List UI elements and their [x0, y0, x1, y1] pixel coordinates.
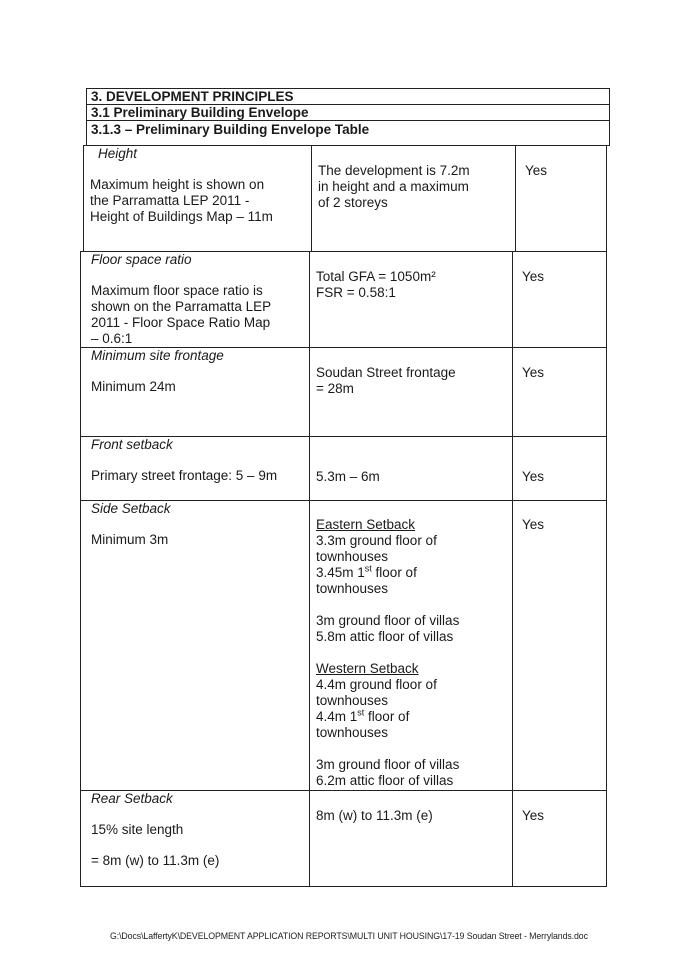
complies-value: Yes	[522, 269, 545, 284]
proposal-line: 3.45m 1st floor of	[316, 563, 417, 580]
envelope-table	[83, 145, 607, 252]
row-heading: Side Setback	[91, 501, 171, 516]
proposal-cell	[310, 252, 513, 348]
complies-cell	[513, 791, 607, 887]
table-row	[84, 146, 607, 252]
proposal-line: townhouses	[316, 725, 389, 740]
complies-value: Yes	[522, 808, 545, 823]
table-row	[81, 791, 607, 887]
control-line: 15% site length	[91, 822, 184, 837]
proposal-cell	[310, 437, 513, 501]
proposal-line: townhouses	[316, 581, 389, 596]
proposal-line: 5.3m – 6m	[316, 469, 380, 484]
control-line: the Parramatta LEP 2011 -	[90, 193, 250, 208]
control-line: shown on the Parramatta LEP	[91, 299, 272, 314]
proposal-line: 8m (w) to 11.3m (e)	[316, 808, 433, 823]
western-setback-heading: Western Setback	[316, 661, 419, 676]
file-path-footer: G:\Docs\LaffertyK\DEVELOPMENT APPLICATION REPORTS\MULTI UNIT HOUSING\17-19 Soudan Street - Merrylands.doc	[110, 931, 588, 941]
row-heading: Floor space ratio	[91, 252, 192, 267]
proposal-cell	[310, 501, 513, 791]
eastern-setback-heading: Eastern Setback	[316, 517, 416, 532]
proposal-line: 5.8m attic floor of villas	[316, 629, 454, 644]
proposal-line: Soudan Street frontage	[316, 365, 456, 380]
complies-value: Yes	[522, 365, 545, 380]
section-title: 3. DEVELOPMENT PRINCIPLES	[86, 88, 610, 105]
proposal-cell	[310, 791, 513, 887]
section-subtitle: 3.1 Preliminary Building Envelope	[86, 104, 610, 121]
control-cell	[81, 252, 310, 348]
control-cell	[81, 501, 310, 791]
control-line: Maximum height is shown on	[90, 177, 265, 192]
control-cell	[81, 791, 310, 887]
table-row	[81, 501, 607, 791]
proposal-line: FSR = 0.58:1	[316, 285, 396, 300]
complies-cell	[513, 437, 607, 501]
complies-cell	[513, 252, 607, 348]
row-heading: Height	[98, 146, 138, 161]
complies-cell	[516, 146, 607, 252]
table-title: 3.1.3 – Preliminary Building Envelope Table	[86, 120, 610, 146]
proposal-line: of 2 storeys	[318, 195, 388, 210]
proposal-line: 6.2m attic floor of villas	[316, 773, 454, 788]
envelope-table	[80, 251, 607, 887]
proposal-line: Total GFA = 1050m²	[316, 269, 436, 284]
complies-cell	[513, 348, 607, 437]
table-row	[81, 348, 607, 437]
proposal-line: = 28m	[316, 381, 354, 396]
proposal-cell	[312, 146, 516, 252]
control-cell	[81, 348, 310, 437]
proposal-line: 4.4m ground floor of	[316, 677, 437, 692]
row-heading: Rear Setback	[91, 791, 173, 806]
control-line: = 8m (w) to 11.3m (e)	[91, 853, 220, 868]
proposal-line: in height and a maximum	[318, 179, 469, 194]
control-cell	[84, 146, 312, 252]
proposal-line: The development is 7.2m	[318, 163, 470, 178]
control-line: Primary street frontage: 5 – 9m	[91, 468, 278, 483]
proposal-line: 3m ground floor of villas	[316, 757, 460, 772]
complies-value: Yes	[525, 163, 548, 178]
complies-cell	[513, 501, 607, 791]
table-row	[81, 252, 607, 348]
control-line: Height of Buildings Map – 11m	[90, 209, 273, 224]
proposal-line: townhouses	[316, 693, 389, 708]
control-line: Minimum 3m	[91, 532, 169, 547]
proposal-line: 4.4m 1st floor of	[316, 707, 410, 724]
proposal-line: 3.3m ground floor of	[316, 533, 437, 548]
proposal-line: townhouses	[316, 549, 389, 564]
control-line: – 0.6:1	[91, 331, 133, 346]
control-line: Maximum floor space ratio is	[91, 283, 263, 298]
control-line: 2011 - Floor Space Ratio Map	[91, 315, 271, 330]
table-row	[81, 437, 607, 501]
row-heading: Minimum site frontage	[91, 348, 224, 363]
control-line: Minimum 24m	[91, 379, 176, 394]
row-heading: Front setback	[91, 437, 173, 452]
complies-value: Yes	[522, 469, 545, 484]
proposal-cell	[310, 348, 513, 437]
control-cell	[81, 437, 310, 501]
complies-value: Yes	[522, 517, 545, 532]
proposal-line: 3m ground floor of villas	[316, 613, 460, 628]
